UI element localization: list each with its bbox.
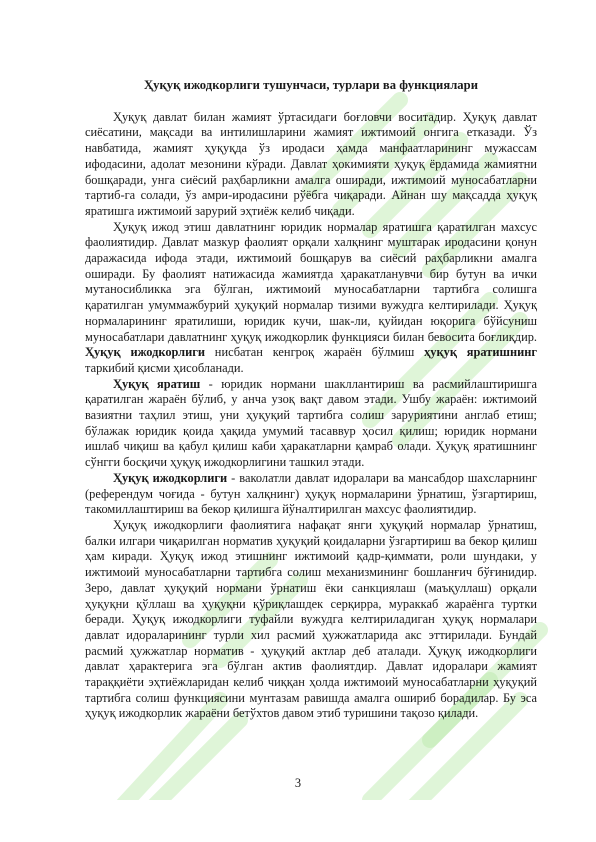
paragraph-text: таркибий қисми ҳисобланади. bbox=[85, 360, 244, 375]
bold-term: Ҳуқуқ яратиш bbox=[113, 376, 201, 391]
page-title: Ҳуқуқ ижодкорлиги тушунчаси, турлари ва функциялари bbox=[143, 78, 479, 92]
bold-term: Ҳуқуқ ижодкорлиги bbox=[113, 470, 228, 485]
paragraph-text: нисбатан кенгроқ жараён бўлмиш bbox=[204, 345, 425, 360]
paragraph bbox=[85, 377, 537, 471]
paragraph bbox=[85, 110, 537, 220]
paragraph-text: Ҳуқуқ ижод этиш давлатнинг юридик нормалар яратишга қаратилган махсус фаолиятидир. Давлат мазкур фаолият орқали халқнинг муштарак иродасини қонун даражасида ифода этади, ижтимоий бошқарув ва сиёсий раҳбарликни амалга оширади. Бу фаолият натижасида жамиятда ҳаракатланувчи бир бутун ва ички мутаносибликка эга бўлган, ижтимоий муносабатларни тартибга солишга қаратилган умуммажбурий ҳуқуқий нормалар тизими вужудга келтирилади. Ҳуқуқ нормаларининг яратилиши, юридик кучи, шак-ли, қуйидан юқорига бўйсуниш муносабатлари давлатнинг ҳуқуқ ижодкорлик функцияси билан бевосита боғлиқдир. bbox=[85, 219, 537, 344]
paragraph-text: Ҳуқуқ ижодкорлиги фаолиятига нафақат янги ҳуқуқий нормалар ўрнатиш, балки илгари чиқарилган норматив ҳуқуқий қоидаларни ўзгартириш ва бекор қилиш ҳам киради. Ҳуқуқ ижод этишнинг ижтимоий қадр-қиммати, роли шундаки, у ижтимоий муносабатларни тартибга солиш механизмининг бошланғич бўғинидир. Зеро, давлат ҳуқуқий нормани ўрнатиш ёки санкциялаш (маъқуллаш) орқали ҳуқуқни қўллаш ва ҳуқуқни қўриқлашдек серқирра, мураккаб жараёнга туртки беради. Ҳуқуқ ижодкорлиги туфайли вужудга келтириладиган ҳуқуқ нормалари давлат идораларининг турли хил расмий ҳужжатларида акс эттирилади. Бундай расмий ҳужжатлар норматив - ҳуқуқий актлар деб аталади. Ҳуқуқ ижодкорлиги давлат ҳарактерига эга бўлган актив фаолиятдир. Давлат идоралари жамият тараққиёти эҳтиёжларидан келиб чиққан ҳолда ижтимоий муносабатларни ҳуқуқий тартибга солиш функциясини мунтазам равишда амалга ошириб борадилар. Бу эса ҳуқуқ ижодкорлик жараёни бетўхтов давом этиб туришини тақозо қилади. bbox=[85, 517, 537, 721]
paragraph-list bbox=[85, 110, 537, 722]
paragraph-text: Ҳуқуқ давлат билан жамият ўртасидаги боғловчи воситадир. Ҳуқуқ давлат сиёсатини, мақсади ва интилишларини жамият ижтимоий онгига етказади. Ўз навбатида, жамият ҳуқуқда ўз иродаси ҳамда манфаатларининг мужассам ифодасини, адолат мезонини кўради. Давлат ҳокимияти ҳуқуқ ёрдамида жамиятни бошқаради, унга сиёсий раҳбарликни амалга оширади, ижтимоий муносабатларни тартиб-га солади, ўз амри-иродасини рўёбга чиқаради. Айнан шу мақсадда ҳуқуқ яратишга ижтимоий зарурий эҳтиёж келиб чиқади. bbox=[85, 109, 537, 218]
document-body bbox=[85, 78, 537, 722]
paragraph-text: - ваколатли давлат идоралари ва мансабдор шахсларнинг (референдум чоғида - бутун халқнинг) ҳуқуқ нормаларини ўрнатиш, ўзгартириш, такомиллаштириш ва бекор қилишга йўналтирилган махсус фаолиятидир. bbox=[85, 470, 538, 517]
paragraph bbox=[85, 518, 537, 722]
bold-term: ҳуқуқ яратишнинг bbox=[424, 345, 537, 360]
paragraph bbox=[85, 471, 537, 518]
paragraph bbox=[85, 220, 537, 377]
bold-term: Ҳуқуқ ижодкорлиги bbox=[85, 345, 205, 360]
page-number: 3 bbox=[294, 776, 302, 790]
paragraph-text: - юридик нормани шакллантириш ва расмийлаштиришга қаратилган жараён бўлиб, у анча узоқ вақт давом этади. Ушбу жараён: ижтимоий вазиятни таҳлил этиш, уни ҳуқуқий тартибга солиш заруриятини англаб етиш; бўлажак юридик қоида ҳақида умумий тасаввур ҳосил қилиш; юридик нормани ишлаб чиқиш ва қабул қилиш каби ҳаракатларни қамраб олади. Ҳуқуқ яратишнинг сўнгги босқичи ҳуқуқ ижодкорлигини ташкил этади. bbox=[85, 376, 538, 470]
